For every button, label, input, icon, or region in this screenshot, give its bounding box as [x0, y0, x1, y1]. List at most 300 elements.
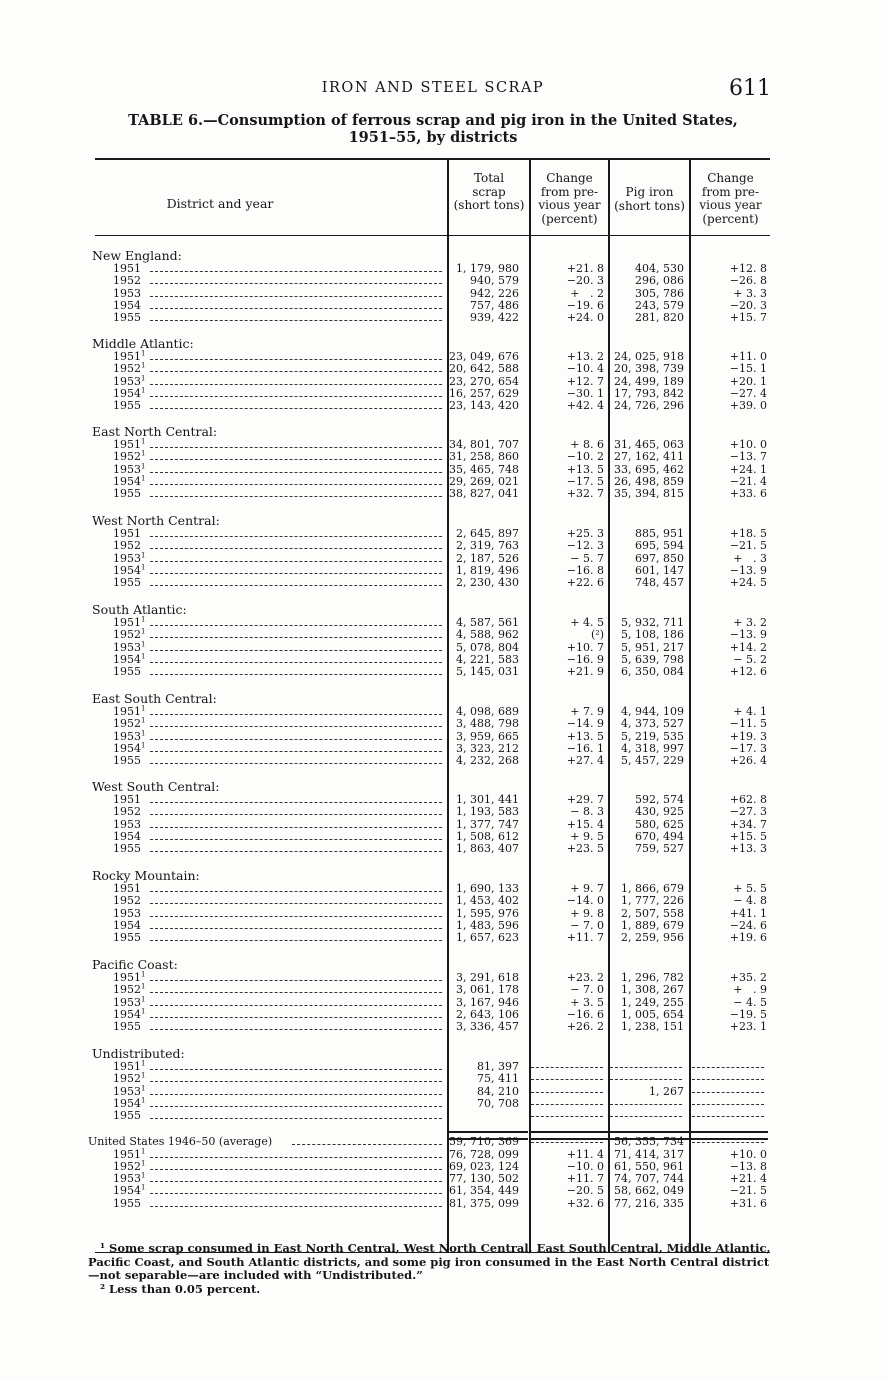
table-row: [0, 488, 889, 500]
table-cell: −20. 5: [566, 1184, 604, 1198]
table-cell: +15. 4: [566, 817, 604, 831]
table-row: [0, 565, 889, 577]
table-cell: −20. 3: [566, 274, 604, 288]
row-year: 1951: [113, 262, 141, 275]
table-row: [0, 1136, 889, 1148]
table-caption: [95, 112, 771, 146]
table-cell: −14. 9: [566, 717, 604, 731]
row-year: 1951$^1$: [113, 970, 146, 984]
table-cell: +15. 5: [729, 829, 767, 843]
dot-leader: [150, 496, 442, 497]
table-row: [0, 476, 889, 488]
district-heading: East South Central:: [92, 691, 217, 706]
dot-leader: [150, 573, 442, 574]
table-row: [0, 1098, 889, 1110]
table-cell: +26. 2: [566, 1020, 604, 1034]
footnote-marker: 1: [141, 741, 146, 750]
table-cell: 1, 249, 255: [621, 995, 684, 1009]
table-cell: 6, 350, 084: [621, 665, 684, 679]
blank-cell: [692, 1142, 764, 1143]
table-cell: 24, 025, 918: [614, 350, 684, 363]
footnote-marker: 1: [141, 615, 146, 624]
header-line: (short tons): [614, 198, 685, 213]
table-row: [0, 1146, 889, 1161]
dot-leader: [150, 751, 442, 752]
table-cell: 305, 786: [635, 286, 684, 300]
table-row: [0, 275, 889, 287]
row-year: 1953: [113, 817, 141, 831]
footnote-marker: 1: [141, 550, 146, 559]
table-cell: 1, 508, 612: [456, 829, 519, 843]
footnote-marker: 1: [141, 1083, 146, 1092]
table-cell: −16. 9: [566, 652, 604, 666]
row-year: 1951$^1$: [113, 704, 146, 718]
table-cell: 4, 373, 527: [621, 717, 684, 731]
row-year: 1952: [113, 894, 141, 908]
table-cell: +23. 2: [566, 971, 604, 984]
table-cell: 71, 414, 317: [614, 1147, 684, 1161]
dot-leader: [150, 1206, 442, 1207]
dot-leader: [150, 928, 442, 929]
district-heading: Rocky Mountain:: [92, 868, 200, 883]
table-cell: 17, 793, 842: [614, 386, 684, 400]
table-cell: 296, 086: [635, 274, 684, 288]
row-year: 1951$^1$: [113, 437, 146, 451]
table-cell: 1, 595, 976: [456, 906, 519, 920]
dot-leader: [150, 714, 442, 715]
table-cell: 2, 319, 763: [456, 539, 519, 553]
row-year: 1952$^1$: [113, 716, 146, 731]
table-row: [0, 288, 889, 300]
row-year: 1954: [113, 918, 141, 932]
table-row: [0, 1083, 889, 1098]
blank-cell: [610, 1079, 682, 1080]
district-heading: West South Central:: [92, 779, 220, 794]
dot-leader: [150, 296, 442, 297]
table-row: [0, 718, 889, 730]
table-row: [0, 1198, 889, 1210]
table-row: [0, 451, 889, 463]
table-row: [0, 300, 889, 312]
table-row: [0, 883, 889, 895]
caption-line-1: TABLE 6.—Consumption of ferrous scrap and pig iron in the United States,: [128, 112, 738, 129]
table-cell: +21. 9: [566, 665, 604, 679]
table-row: [0, 312, 889, 324]
table-row: [0, 920, 889, 932]
blank-cell: [531, 1067, 603, 1068]
table-cell: 885, 951: [635, 527, 684, 540]
table-cell: 430, 925: [635, 805, 684, 819]
table-cell: +21. 8: [566, 262, 604, 275]
table-cell: 5, 457, 229: [621, 754, 684, 768]
table-row: [0, 843, 889, 855]
table-cell: +25. 3: [566, 527, 604, 540]
table-cell: 3, 061, 178: [456, 983, 519, 997]
table-cell: +15. 7: [729, 311, 767, 325]
table-cell: 942, 226: [470, 286, 519, 300]
table-top-rule: [95, 158, 770, 160]
table-cell: +34. 7: [729, 817, 767, 831]
row-year: 1953$^1$: [113, 1083, 146, 1098]
dot-leader: [292, 1144, 442, 1145]
table-cell: + 8. 6: [570, 438, 604, 451]
table-cell: +31. 6: [729, 1196, 767, 1210]
table-cell: 56, 355, 734: [614, 1135, 684, 1148]
table-cell: 20, 642, 588: [449, 362, 519, 376]
table-cell: +22. 6: [566, 576, 604, 590]
row-year: 1952$^1$: [113, 982, 146, 997]
table-cell: + . 9: [733, 983, 767, 997]
table-cell: 697, 850: [635, 551, 684, 565]
footnote-marker: 1: [141, 1059, 146, 1068]
table-cell: +29. 7: [566, 793, 604, 806]
table-cell: 5, 951, 217: [621, 640, 684, 654]
table-cell: + 3. 5: [570, 995, 604, 1009]
table-cell: 601, 147: [635, 563, 684, 577]
dot-leader: [150, 484, 442, 485]
table-cell: −16. 8: [566, 563, 604, 577]
table-row: [0, 540, 889, 552]
table-cell: + 7. 9: [570, 705, 604, 718]
dot-leader: [150, 271, 442, 272]
table-cell: +10. 7: [566, 640, 604, 654]
table-cell: −13. 7: [729, 450, 767, 464]
table-cell: 759, 527: [635, 842, 684, 856]
table-cell: +32. 6: [566, 1196, 604, 1210]
table-cell: 4, 098, 689: [456, 705, 519, 718]
table-cell: −13. 9: [729, 628, 767, 642]
dot-leader: [150, 308, 442, 309]
footnote-marker: 1: [141, 1071, 146, 1080]
row-year: 1955: [113, 754, 141, 768]
table-cell: −21. 5: [729, 539, 767, 553]
district-heading: New England:: [92, 248, 182, 263]
footnote-marker: 1: [141, 1146, 146, 1155]
footnote-marker: 1: [141, 716, 146, 725]
header-line: Total: [473, 171, 505, 185]
table-cell: 1, 690, 133: [456, 882, 519, 895]
header-line: from pre-: [701, 184, 760, 199]
page-number: 611: [729, 76, 771, 101]
row-year: 1953$^1$: [113, 550, 146, 565]
table-row: [0, 639, 889, 654]
row-year: 1954$^1$: [113, 652, 146, 666]
table-cell: 2, 187, 526: [456, 551, 519, 565]
footnote-marker: 1: [141, 982, 146, 991]
footnotes: [88, 1242, 771, 1296]
header-line: from pre-: [540, 184, 599, 199]
table-cell: 1, 453, 402: [456, 894, 519, 908]
table-cell: 3, 291, 618: [456, 971, 519, 984]
row-year: 1955: [113, 665, 141, 679]
table-cell: 4, 944, 109: [621, 705, 684, 718]
dot-leader: [150, 371, 442, 372]
table-cell: −21. 5: [729, 1184, 767, 1198]
dot-leader: [150, 802, 442, 803]
blank-cell: [531, 1104, 603, 1105]
table-cell: 61, 354, 449: [449, 1184, 519, 1198]
table-row: [0, 908, 889, 920]
table-cell: + 5. 5: [733, 882, 767, 895]
table-cell: 31, 465, 063: [614, 438, 684, 451]
table-row: [0, 1009, 889, 1021]
table-cell: 1, 193, 583: [456, 805, 519, 819]
blank-cell: [610, 1116, 682, 1117]
table-cell: 5, 639, 798: [621, 652, 684, 666]
table-cell: +39. 0: [729, 399, 767, 413]
table-cell: +19. 6: [729, 931, 767, 945]
row-year: 1953$^1$: [113, 1171, 146, 1186]
table-row: [0, 388, 889, 400]
table-cell: 26, 498, 859: [614, 474, 684, 488]
footnote-marker: 1: [141, 349, 146, 358]
row-year: 1951$^1$: [113, 349, 146, 363]
table-cell: + 3. 2: [733, 616, 767, 629]
header-line: Change: [546, 171, 593, 185]
row-year: 1951$^1$: [113, 615, 146, 629]
header-line: vious year: [538, 198, 601, 212]
dot-leader: [150, 980, 442, 981]
table-cell: 27, 162, 411: [614, 450, 684, 464]
row-year: 1951: [113, 793, 141, 806]
dot-leader: [150, 1017, 442, 1018]
table-row: [0, 755, 889, 767]
table-cell: 3, 959, 665: [456, 729, 519, 743]
table-cell: 24, 726, 296: [614, 399, 684, 413]
table-cell: +41. 1: [729, 906, 767, 920]
header-bottom-rule: [95, 235, 770, 236]
table-row: [0, 1161, 889, 1173]
dot-leader: [150, 851, 442, 852]
row-label: United States 1946–50 (average): [88, 1135, 273, 1148]
row-year: 1952$^1$: [113, 1159, 146, 1173]
table-cell: 580, 625: [635, 817, 684, 831]
table-cell: −17. 3: [729, 741, 767, 755]
table-cell: +24. 5: [729, 576, 767, 590]
table-cell: (²): [591, 628, 604, 642]
row-year: 1952$^1$: [113, 1071, 146, 1086]
footnote-marker: 1: [141, 639, 146, 648]
row-year: 1953: [113, 906, 141, 920]
table-cell: − 4. 5: [733, 995, 767, 1009]
dot-leader: [150, 561, 442, 562]
table-cell: −12. 3: [566, 539, 604, 553]
footnote-marker: 1: [141, 704, 146, 713]
district-heading: Pacific Coast:: [92, 957, 178, 972]
table-row: [0, 629, 889, 641]
table-cell: + . 2: [570, 286, 604, 300]
table-cell: 5, 219, 535: [621, 729, 684, 743]
table-cell: 81, 397: [477, 1060, 519, 1073]
table-cell: −10. 4: [566, 362, 604, 376]
dot-leader: [150, 472, 442, 473]
table-cell: 61, 550, 961: [614, 1159, 684, 1173]
row-year: 1952: [113, 539, 141, 553]
footnote-2: ² Less than 0.05 percent.: [100, 1281, 261, 1296]
row-year: 1955: [113, 1020, 141, 1034]
table-cell: −10. 2: [566, 450, 604, 464]
dot-leader: [150, 839, 442, 840]
footnote-marker: 1: [141, 627, 146, 636]
row-year: 1954$^1$: [113, 1183, 146, 1198]
dot-leader: [150, 916, 442, 917]
header-line: Pig iron: [625, 185, 674, 199]
dot-leader: [150, 650, 442, 651]
table-cell: 404, 530: [635, 262, 684, 275]
dot-leader: [150, 320, 442, 321]
dot-leader: [150, 1157, 442, 1158]
table-cell: 1, 819, 496: [456, 563, 519, 577]
table-cell: 59, 710, 369: [449, 1135, 519, 1148]
table-cell: 77, 130, 502: [449, 1172, 519, 1186]
footnote-marker: 1: [141, 563, 146, 572]
column-header-stub: District and year: [166, 196, 274, 211]
row-year: 1953$^1$: [113, 639, 146, 654]
dot-leader: [150, 814, 442, 815]
table-cell: +24. 1: [729, 462, 767, 476]
table-cell: 75, 411: [477, 1072, 519, 1086]
blank-cell: [692, 1092, 764, 1093]
table-cell: 1, 267: [649, 1084, 684, 1098]
caption-line-2: 1951–55, by districts: [348, 129, 518, 146]
table-row: [0, 461, 889, 476]
dot-leader: [150, 1069, 442, 1070]
district-heading: West North Central:: [92, 513, 220, 528]
table-cell: 23, 143, 420: [449, 399, 519, 413]
dot-leader: [150, 408, 442, 409]
table-cell: −15. 1: [729, 362, 767, 376]
column-header-scrap-change: [531, 172, 608, 226]
dot-leader: [150, 992, 442, 993]
dot-leader: [150, 283, 442, 284]
table-row: [0, 994, 889, 1009]
table-cell: 69, 023, 124: [449, 1159, 519, 1173]
row-year: 1951$^1$: [113, 1059, 146, 1073]
table-cell: −20. 3: [729, 298, 767, 312]
table-cell: 35, 394, 815: [614, 487, 684, 501]
footnote-1: ¹ Some scrap consumed in East North Central, West North Central, East South Central, Middle Atlantic, Pacific Coast, and South Atlantic districts, and some pig iron consumed in the East North Central district—not separable—are included with “Undistributed.”: [88, 1241, 771, 1282]
table-cell: 31, 258, 860: [449, 450, 519, 464]
table-cell: 76, 728, 099: [449, 1147, 519, 1161]
blank-cell: [531, 1079, 603, 1080]
row-year: 1955: [113, 311, 141, 325]
table-cell: 1, 308, 267: [621, 983, 684, 997]
table-cell: +10. 0: [729, 438, 767, 451]
table-cell: −17. 5: [566, 474, 604, 488]
row-year: 1952$^1$: [113, 449, 146, 464]
table-cell: 757, 486: [470, 298, 519, 312]
table-cell: − 8. 3: [570, 805, 604, 819]
table-cell: 748, 457: [635, 576, 684, 590]
district-heading: Middle Atlantic:: [92, 336, 194, 351]
table-cell: +10. 0: [729, 1147, 767, 1161]
district-heading: South Atlantic:: [92, 602, 187, 617]
table-row: [0, 728, 889, 743]
dot-leader: [150, 1081, 442, 1082]
dot-leader: [150, 447, 442, 448]
table-cell: 3, 488, 798: [456, 717, 519, 731]
blank-cell: [692, 1116, 764, 1117]
table-cell: 58, 662, 049: [614, 1184, 684, 1198]
table-cell: +32. 7: [566, 487, 604, 501]
table-cell: 2, 645, 897: [456, 527, 519, 540]
table-cell: 33, 695, 462: [614, 462, 684, 476]
table-cell: +13. 5: [566, 462, 604, 476]
row-year: 1953$^1$: [113, 994, 146, 1009]
dot-leader: [150, 1169, 442, 1170]
table-cell: 592, 574: [635, 793, 684, 806]
row-year: 1953$^1$: [113, 728, 146, 743]
table-cell: −27. 3: [729, 805, 767, 819]
table-cell: 940, 579: [470, 274, 519, 288]
table-cell: + 4. 1: [733, 705, 767, 718]
row-year: 1955: [113, 842, 141, 856]
dot-leader: [150, 940, 442, 941]
footnote-marker: 1: [141, 373, 146, 382]
dot-leader: [150, 726, 442, 727]
row-year: 1954: [113, 298, 141, 312]
header-line: scrap: [472, 184, 506, 199]
table-cell: +35. 2: [729, 971, 767, 984]
table-row: [0, 528, 889, 540]
table-cell: 670, 494: [635, 829, 684, 843]
table-row: [0, 984, 889, 996]
dot-leader: [150, 459, 442, 460]
table-cell: +13. 5: [566, 729, 604, 743]
table-cell: 1, 889, 679: [621, 918, 684, 932]
row-year: 1954$^1$: [113, 1096, 146, 1110]
table-cell: 1, 863, 407: [456, 842, 519, 856]
row-year: 1955: [113, 576, 141, 590]
table-row: [0, 819, 889, 831]
row-year: 1952: [113, 274, 141, 288]
table-cell: − 7. 0: [570, 918, 604, 932]
table-cell: +23. 5: [566, 842, 604, 856]
table-cell: + 3. 3: [733, 286, 767, 300]
table-row: [0, 654, 889, 666]
table-cell: +11. 4: [566, 1147, 604, 1161]
row-year: 1951$^1$: [113, 1146, 146, 1161]
table-cell: −21. 4: [729, 474, 767, 488]
table-cell: 2, 230, 430: [456, 576, 519, 590]
table-cell: 5, 145, 031: [456, 665, 519, 679]
table-row: [0, 550, 889, 565]
table-cell: +11. 7: [566, 931, 604, 945]
row-year: 1954$^1$: [113, 474, 146, 488]
table-cell: 23, 049, 676: [449, 350, 519, 363]
column-header-pig-change: [691, 172, 770, 226]
table-cell: +11. 7: [566, 1172, 604, 1186]
table-cell: 1, 866, 679: [621, 882, 684, 895]
table-cell: 4, 318, 997: [621, 741, 684, 755]
blank-cell: [531, 1116, 603, 1117]
table-cell: +19. 3: [729, 729, 767, 743]
row-year: 1955: [113, 1109, 141, 1123]
dot-leader: [150, 1106, 442, 1107]
blank-cell: [692, 1104, 764, 1105]
footnote-marker: 1: [141, 1096, 146, 1105]
table-cell: +12. 8: [729, 262, 767, 275]
table-cell: 4, 221, 583: [456, 652, 519, 666]
table-cell: +12. 6: [729, 665, 767, 679]
table-cell: + 9. 8: [570, 906, 604, 920]
district-heading: East North Central:: [92, 424, 218, 439]
row-year: 1955: [113, 1196, 141, 1210]
table-cell: 695, 594: [635, 539, 684, 553]
dot-leader: [150, 1118, 442, 1119]
table-row: [0, 666, 889, 678]
footnote-marker: 1: [141, 437, 146, 446]
